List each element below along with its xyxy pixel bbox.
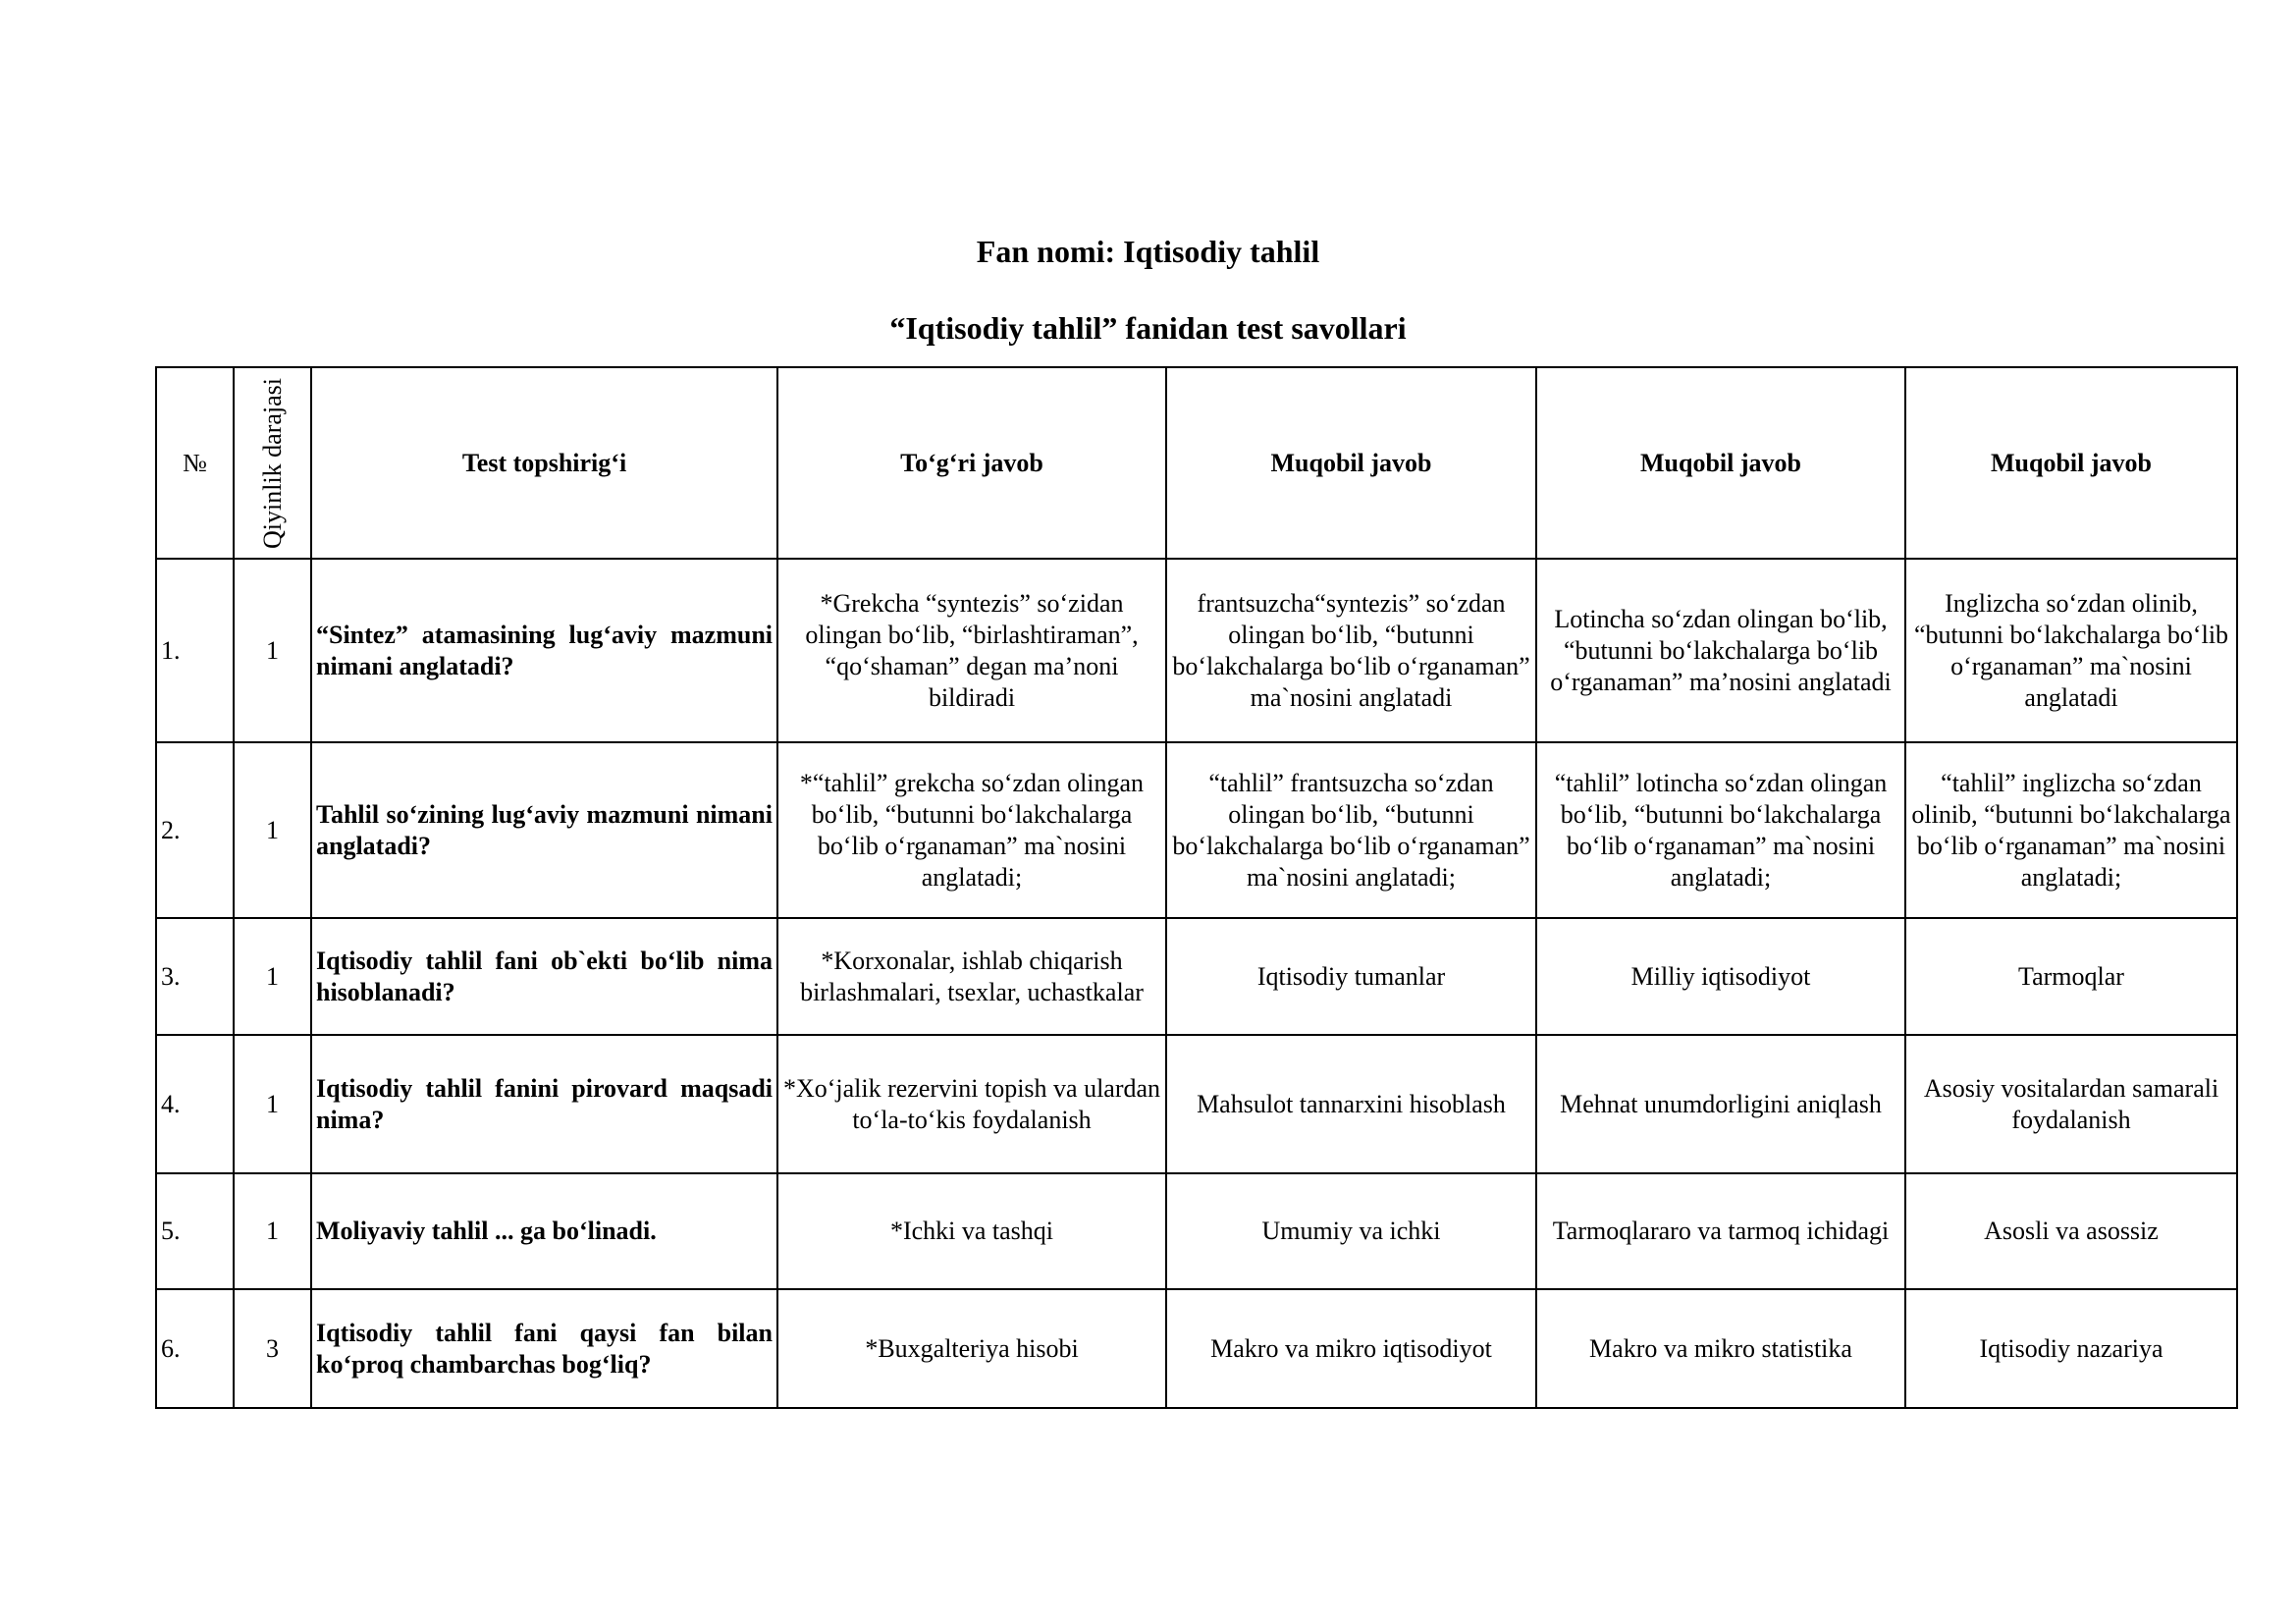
header-correct-answer: To‘g‘ri javob bbox=[777, 367, 1166, 559]
row-correct-answer: *Grekcha “syntezis” so‘zidan olingan bo‘lib, “birlashtiraman”, “qo‘shaman” degan ma’noni bildiradi bbox=[777, 559, 1166, 742]
row-correct-answer: *Xo‘jalik rezervini topish va ulardan to‘la-to‘kis foydalanish bbox=[777, 1035, 1166, 1173]
row-alternative-answer-2: Tarmoqlararo va tarmoq ichidagi bbox=[1536, 1173, 1905, 1289]
table-row bbox=[156, 918, 2237, 1035]
row-alternative-answer-3: Iqtisodiy nazariya bbox=[1905, 1289, 2237, 1408]
header-question: Test topshirig‘i bbox=[311, 367, 777, 559]
row-alternative-answer-3: Inglizcha so‘zdan olinib, “butunni bo‘lakchalarga bo‘lib o‘rganaman” ma`nosini anglatadi bbox=[1905, 559, 2237, 742]
row-alternative-answer-2: Lotincha so‘zdan olingan bo‘lib, “butunni bo‘lakchalarga bo‘lib o‘rganaman” ma’nosini anglatadi bbox=[1536, 559, 1905, 742]
row-difficulty: 1 bbox=[234, 742, 311, 918]
header-alternative-answer-2: Muqobil javob bbox=[1536, 367, 1905, 559]
row-difficulty: 1 bbox=[234, 918, 311, 1035]
row-question: Iqtisodiy tahlil fani ob`ekti bo‘lib nima hisoblanadi? bbox=[311, 918, 777, 1035]
row-alternative-answer-1: frantsuzcha“syntezis” so‘zdan olingan bo‘lib, “butunni bo‘lakchalarga bo‘lib o‘rganaman” ma`nosini anglatadi bbox=[1166, 559, 1536, 742]
row-alternative-answer-3: Asosli va asossiz bbox=[1905, 1173, 2237, 1289]
header-alternative-answer-1: Muqobil javob bbox=[1166, 367, 1536, 559]
row-alternative-answer-1: Umumiy va ichki bbox=[1166, 1173, 1536, 1289]
row-number: 2. bbox=[156, 742, 234, 918]
row-number: 1. bbox=[156, 559, 234, 742]
row-correct-answer: *Buxgalteriya hisobi bbox=[777, 1289, 1166, 1408]
document-subtitle: “Iqtisodiy tahlil” fanidan test savollari bbox=[889, 310, 1407, 346]
table-header-row bbox=[156, 367, 2237, 559]
row-difficulty: 1 bbox=[234, 1035, 311, 1173]
row-alternative-answer-3: Asosiy vositalardan samarali foydalanish bbox=[1905, 1035, 2237, 1173]
row-question: Moliyaviy tahlil ... ga bo‘linadi. bbox=[311, 1173, 777, 1289]
row-question: “Sintez” atamasining lug‘aviy mazmuni nimani anglatadi? bbox=[311, 559, 777, 742]
row-difficulty: 1 bbox=[234, 1173, 311, 1289]
row-alternative-answer-3: Tarmoqlar bbox=[1905, 918, 2237, 1035]
header-number: № bbox=[156, 367, 234, 559]
header-alternative-answer-3: Muqobil javob bbox=[1905, 367, 2237, 559]
table-row bbox=[156, 1289, 2237, 1408]
row-question: Iqtisodiy tahlil fani qaysi fan bilan ko‘proq chambarchas bog‘liq? bbox=[311, 1289, 777, 1408]
row-alternative-answer-2: “tahlil” lotincha so‘zdan olingan bo‘lib, “butunni bo‘lakchalarga bo‘lib o‘rganaman” ma`nosini anglatadi; bbox=[1536, 742, 1905, 918]
row-correct-answer: *Ichki va tashqi bbox=[777, 1173, 1166, 1289]
row-alternative-answer-1: “tahlil” frantsuzcha so‘zdan olingan bo‘lib, “butunni bo‘lakchalarga bo‘lib o‘rganaman” ma`nosini anglatadi; bbox=[1166, 742, 1536, 918]
row-difficulty: 3 bbox=[234, 1289, 311, 1408]
row-alternative-answer-2: Mehnat unumdorligini aniqlash bbox=[1536, 1035, 1905, 1173]
row-alternative-answer-1: Iqtisodiy tumanlar bbox=[1166, 918, 1536, 1035]
row-question: Tahlil so‘zining lug‘aviy mazmuni nimani anglatadi? bbox=[311, 742, 777, 918]
table-row bbox=[156, 742, 2237, 918]
row-alternative-answer-1: Makro va mikro iqtisodiyot bbox=[1166, 1289, 1536, 1408]
row-alternative-answer-2: Milliy iqtisodiyot bbox=[1536, 918, 1905, 1035]
table-row bbox=[156, 559, 2237, 742]
row-alternative-answer-1: Mahsulot tannarxini hisoblash bbox=[1166, 1035, 1536, 1173]
row-correct-answer: *Korxonalar, ishlab chiqarish birlashmalari, tsexlar, uchastkalar bbox=[777, 918, 1166, 1035]
row-correct-answer: *“tahlil” grekcha so‘zdan olingan bo‘lib, “butunni bo‘lakchalarga bo‘lib o‘rganaman” ma`nosini anglatadi; bbox=[777, 742, 1166, 918]
header-difficulty: Qiyinlik darajasi bbox=[234, 367, 311, 559]
document-title: Fan nomi: Iqtisodiy tahlil bbox=[976, 234, 1320, 269]
row-number: 3. bbox=[156, 918, 234, 1035]
row-alternative-answer-2: Makro va mikro statistika bbox=[1536, 1289, 1905, 1408]
row-number: 4. bbox=[156, 1035, 234, 1173]
row-number: 6. bbox=[156, 1289, 234, 1408]
test-questions-table bbox=[155, 366, 2238, 1409]
table-row bbox=[156, 1173, 2237, 1289]
row-number: 5. bbox=[156, 1173, 234, 1289]
table-row bbox=[156, 1035, 2237, 1173]
row-difficulty: 1 bbox=[234, 559, 311, 742]
row-question: Iqtisodiy tahlil fanini pirovard maqsadi nima? bbox=[311, 1035, 777, 1173]
row-alternative-answer-3: “tahlil” inglizcha so‘zdan olinib, “butunni bo‘lakchalarga bo‘lib o‘rganaman” ma`nosini anglatadi; bbox=[1905, 742, 2237, 918]
